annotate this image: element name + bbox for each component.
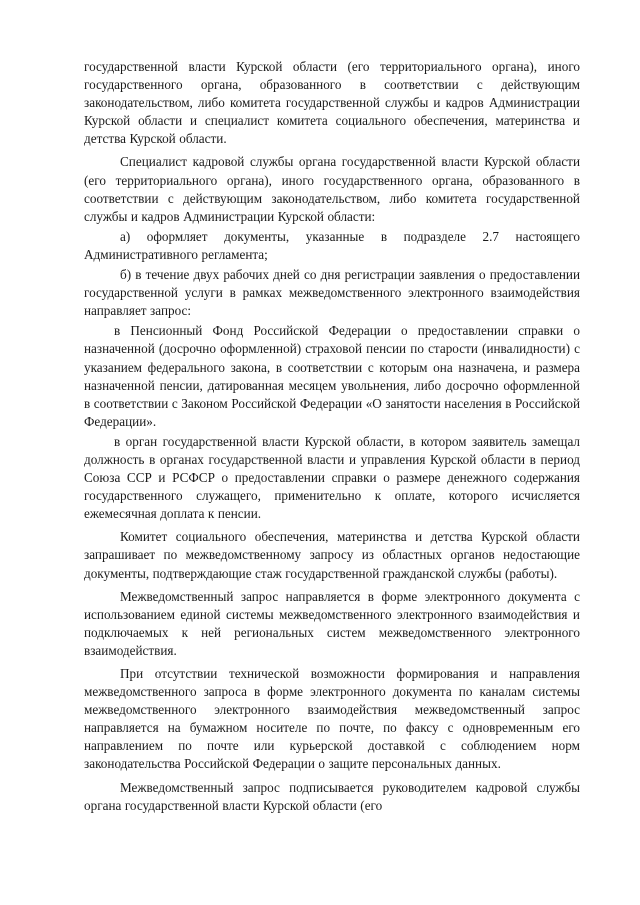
paragraph-state-body-request: в орган государственной власти Курской области, в котором заявитель замещал должность в органах государственной власти и управления Курской области в период Союза ССР и РСФСР о предоставлении справки о размере денежного содержания государственного служащего, применительно к оплате, которого исчисляется ежемесячная доплата к пенсии. — [84, 433, 580, 522]
paragraph-item-b: б) в течение двух рабочих дней со дня регистрации заявления о предоставлении государственной услуги в рамках межведомственного электронного взаимодействия направляет запрос: — [84, 267, 580, 319]
paragraph-request-signature: Межведомственный запрос подписывается руководителем кадровой службы органа государственной власти Курской области (его — [84, 779, 580, 813]
paragraph-electronic-request: Межведомственный запрос направляется в форме электронного документа с использованием единой системы межведомственного электронного взаимодействия и подключаемых к ней региональных систем межведомственного электронного взаимодействия. — [84, 588, 580, 658]
paragraph-item-a: а) оформляет документы, указанные в подразделе 2.7 настоящего Административного регламента; — [84, 228, 580, 262]
paragraph-pension-fund-request: в Пенсионный Фонд Российской Федерации о предоставлении справки о назначенной (досрочно оформленной) страховой пенсии по старости (инвалидности) с указанием федерального закона, в соответствии с которым она назначена, и размера назначенной пенсии, датированная месяцем увольнения, либо досрочно оформленной в соответствии с Законом Российской Федерации «О занятости населения в Российской Федерации». — [84, 323, 580, 429]
paragraph-committee-request: Комитет социального обеспечения, материнства и детства Курской области запрашивает по межведомственному запросу из областных органов недостающие документы, подтверждающие стаж государственной гражданской службы (работы). — [84, 529, 580, 581]
paragraph-paper-request: При отсутствии технической возможности формирования и направления межведомственного запроса в форме электронного документа по каналам системы межведомственного электронного взаимодействия межведомственный запрос направляется на бумажном носителе по почте, по факсу с одновременным его направлением по почте или курьерской доставкой с соблюдением норм законодательства Российской Федерации о защите персональных данных. — [84, 666, 580, 772]
paragraph-continuation: государственной власти Курской области (его территориального органа), иного государственного органа, образованного в соответствии с действующим законодательством, либо комитета государственной службы и кадров Администрации Курской области и специалист комитета социального обеспечения, материнства и детства Курской области. — [84, 59, 580, 147]
paragraph-specialist-duties: Специалист кадровой службы органа государственной власти Курской области (его территориального органа), иного государственного органа, образованного в соответствии с действующим законодательством, либо комитета государственной службы и кадров Администрации Курской области: — [84, 154, 580, 224]
